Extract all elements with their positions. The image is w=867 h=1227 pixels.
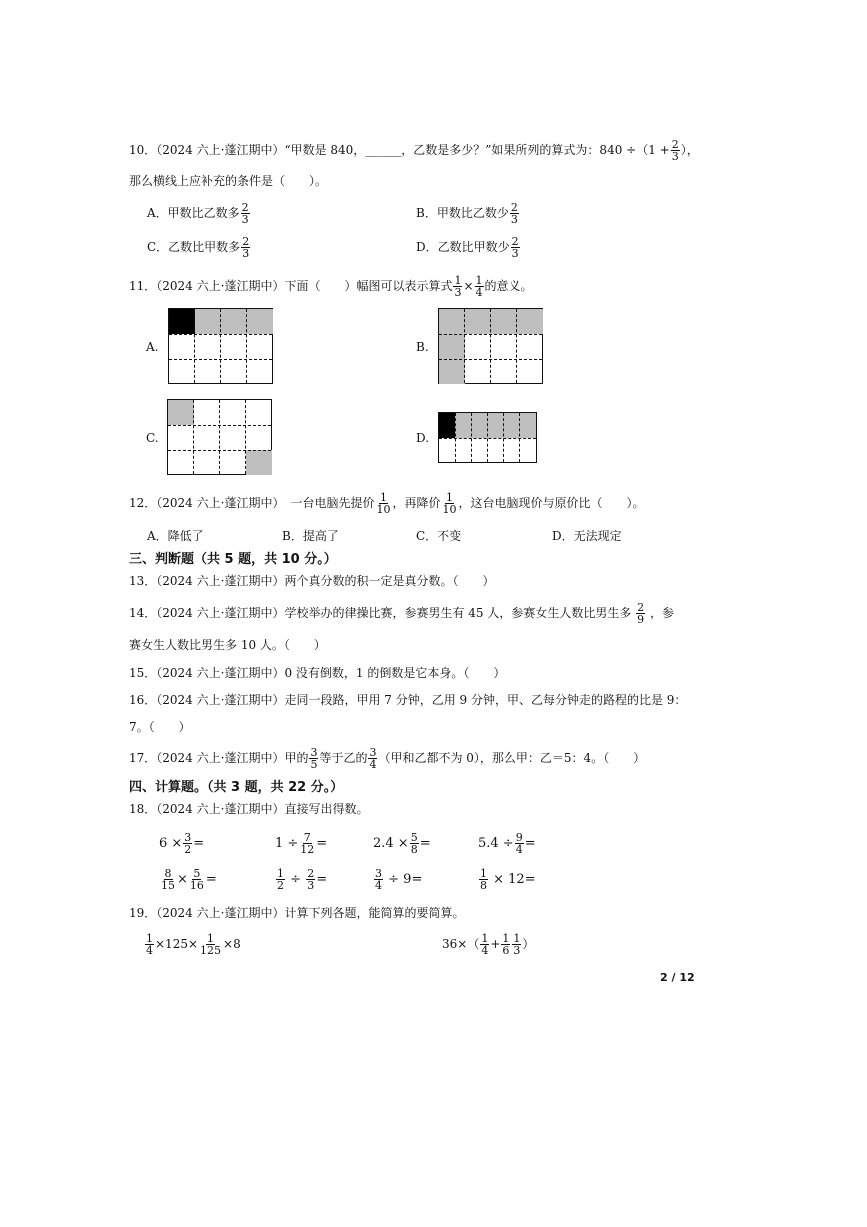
- q18-expr-5: $\frac{8}{15}$ × $\frac{5}{16}$ =: [161, 867, 217, 892]
- q18-expr-7: $\frac{3}{4}$ ÷ 9=: [375, 867, 423, 892]
- q10-option-a[interactable]: A．甲数比乙数多 $\frac{2}{3}$: [147, 201, 249, 226]
- q18-stem: 18．（2024 六上·蓬江期中）直接写出得数。: [129, 802, 369, 816]
- q11-label-b[interactable]: B.: [416, 340, 429, 354]
- q11-figure-a[interactable]: [168, 308, 273, 384]
- q18-expr-3: 2.4 × $\frac{5}{8}$ =: [373, 831, 431, 856]
- q12-option-c[interactable]: C．不变: [416, 529, 462, 543]
- q14-line2: 赛女生人数比男生多 10 人。（ ）: [129, 638, 326, 652]
- shaded-cell: [439, 413, 455, 438]
- q10-line1: [129, 139, 699, 162]
- q12-stem: 12．（2024 六上·蓬江期中） 一台电脑先提价 $\frac{1}{10}$ ，再降价 $\frac{1}{10}$ ，这台电脑现价与原价比（ ）。: [129, 491, 645, 516]
- q14-line1: 14．（2024 六上·蓬江期中）学校举办的律操比赛，参赛男生有 45 人，参赛女生人数比男生多 $\frac{2}{9}$ ，参: [129, 601, 675, 626]
- q18-expr-2: 1 ÷ $\frac{7}{12}$ =: [275, 831, 328, 856]
- q12-option-b[interactable]: B．提高了: [282, 529, 339, 543]
- shaded-cell: [439, 309, 543, 334]
- shaded-cell: [169, 309, 195, 334]
- shaded-cell: [195, 309, 273, 334]
- q10-option-c[interactable]: C．乙数比甲数多 $\frac{2}{3}$: [147, 235, 250, 260]
- q10-line2: 那么横线上应补充的条件是（ ）。: [129, 174, 328, 188]
- q12-option-d[interactable]: D．无法现定: [552, 529, 622, 543]
- q11-stem: 11．（2024 六上·蓬江期中）下面（ ）幅图可以表示算式 $\frac{1}{3}$ × $\frac{1}{4}$ 的意义。: [129, 274, 533, 299]
- q17: 17．（2024 六上·蓬江期中）甲的 $\frac{3}{5}$ 等于乙的 $\frac{3}{4}$ （甲和乙都不为 0），那么甲：乙＝5：4。（ ）: [129, 746, 646, 771]
- q19-expr-2: 36×（ $\frac{1}{4}$ + $\frac{1}{6}$ $\frac{1}{3}$ ）: [442, 932, 535, 957]
- q18-expr-8: $\frac{1}{8}$ × 12=: [480, 867, 536, 892]
- section-4-heading: 四、计算题。（共 3 题，共 22 分。）: [129, 780, 344, 795]
- shaded-cell: [246, 450, 272, 475]
- q11-label-c[interactable]: C.: [146, 431, 159, 445]
- q18-expr-6: $\frac{1}{2}$ ÷ $\frac{2}{3}$ =: [277, 867, 328, 892]
- q12-option-a[interactable]: A．降低了: [147, 529, 204, 543]
- page-number: 2 / 12: [660, 971, 695, 984]
- q11-figure-b[interactable]: [438, 308, 543, 384]
- q10-text: 10．（2024 六上·蓬江期中）“甲数是 840，______，乙数是多少？”如果所列的算式为：840 ÷（1 +: [129, 143, 670, 157]
- q16-line2: 7。（ ）: [129, 720, 191, 734]
- shaded-cell: [455, 413, 536, 438]
- q13: 13．（2024 六上·蓬江期中）两个真分数的积一定是真分数。（ ）: [129, 574, 495, 588]
- q18-expr-1: 6 × $\frac{3}{2}$ =: [159, 831, 205, 856]
- q19-stem: 19．（2024 六上·蓬江期中）计算下列各题，能简算的要简算。: [129, 906, 465, 920]
- q11-label-a[interactable]: A.: [146, 340, 159, 354]
- section-3-heading: 三、判断题（共 5 题，共 10 分。）: [129, 552, 337, 567]
- q18-expr-4: 5.4 ÷ $\frac{9}{4}$ =: [478, 831, 536, 856]
- q19-expr-1: $\frac{1}{4}$ ×125× $\frac{1}{125}$ ×8: [146, 932, 241, 957]
- q11-figure-d[interactable]: [438, 412, 537, 463]
- q11-label-d[interactable]: D.: [416, 431, 430, 445]
- q10-fraction: $\frac{2}{3}$: [671, 138, 679, 163]
- q10-option-b[interactable]: B．甲数比乙数少 $\frac{2}{3}$: [416, 201, 518, 226]
- q16-line1: 16．（2024 六上·蓬江期中）走同一段路，甲用 7 分钟，乙用 9 分钟，甲、乙每分钟走的路程的比是 9：: [129, 693, 687, 707]
- q11-figure-c[interactable]: [167, 399, 272, 475]
- q10-text-end: ），: [680, 143, 699, 157]
- q10-option-d[interactable]: D．乙数比甲数少 $\frac{2}{3}$: [416, 235, 519, 260]
- shaded-cell: [168, 400, 194, 425]
- q15: 15．（2024 六上·蓬江期中）0 没有倒数，1 的倒数是它本身。（ ）: [129, 666, 506, 680]
